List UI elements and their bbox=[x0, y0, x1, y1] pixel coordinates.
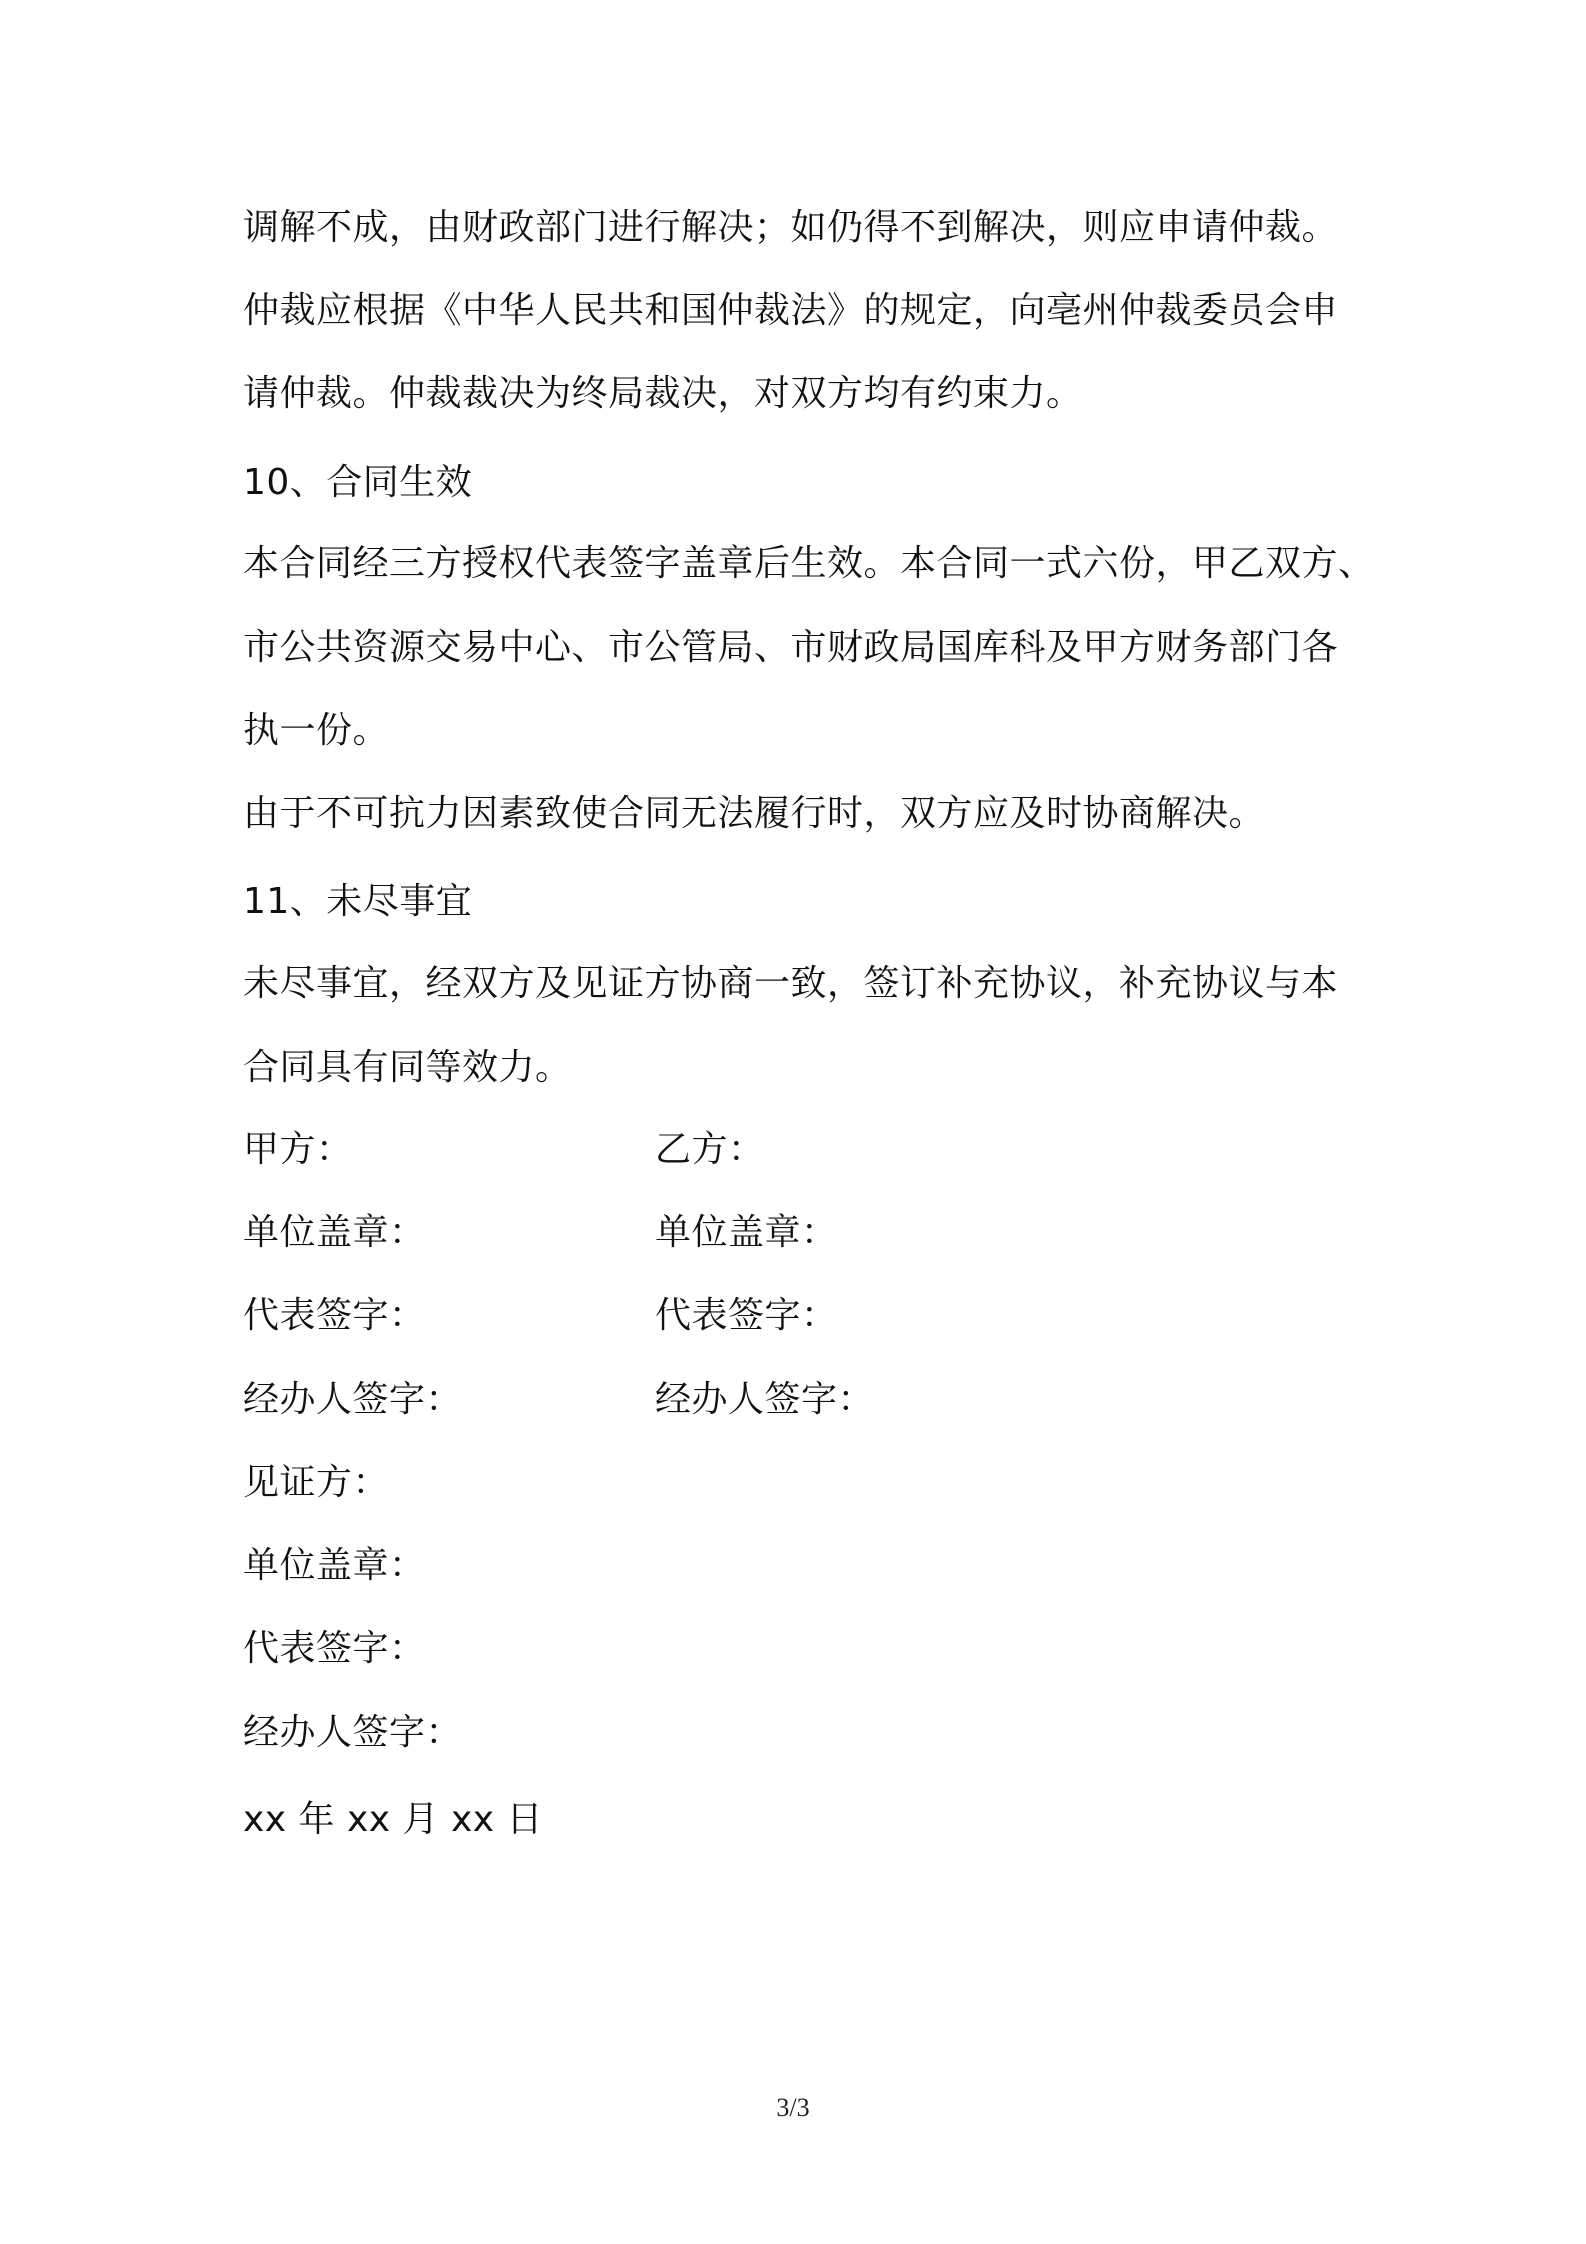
paragraph-supplement-line-1: 未尽事宜，经双方及见证方协商一致，签订补充协议，补充协议与本 bbox=[243, 963, 1339, 1004]
witness-seal-label: 单位盖章： bbox=[243, 1545, 426, 1586]
party-b-label: 乙方： bbox=[655, 1129, 765, 1170]
party-a-handler-label: 经办人签字： bbox=[243, 1379, 463, 1420]
section-10-title: 10、合同生效 bbox=[243, 462, 473, 503]
paragraph-supplement-line-2: 合同具有同等效力。 bbox=[243, 1047, 572, 1088]
section-11-title: 11、未尽事宜 bbox=[243, 881, 473, 922]
party-a-label: 甲方： bbox=[243, 1129, 353, 1170]
party-b-representative-label: 代表签字： bbox=[655, 1295, 838, 1336]
signing-date: xx 年 xx 月 xx 日 bbox=[243, 1799, 544, 1840]
paragraph-effect-line-2: 市公共资源交易中心、市公管局、市财政局国库科及甲方财务部门各 bbox=[243, 627, 1339, 668]
party-b-handler-label: 经办人签字： bbox=[655, 1379, 875, 1420]
paragraph-arbitration-line-2: 仲裁应根据《中华人民共和国仲裁法》的规定，向亳州仲裁委员会申 bbox=[243, 290, 1339, 331]
witness-label: 见证方： bbox=[243, 1462, 390, 1503]
paragraph-arbitration-line-3: 请仲裁。仲裁裁决为终局裁决，对双方均有约束力。 bbox=[243, 373, 1083, 414]
paragraph-force-majeure: 由于不可抗力因素致使合同无法履行时，双方应及时协商解决。 bbox=[243, 793, 1266, 834]
page-number: 3/3 bbox=[776, 2093, 810, 2122]
witness-representative-label: 代表签字： bbox=[243, 1628, 426, 1669]
paragraph-arbitration-line-1: 调解不成，由财政部门进行解决；如仍得不到解决，则应申请仲裁。 bbox=[243, 207, 1339, 248]
paragraph-effect-line-3: 执一份。 bbox=[243, 710, 390, 751]
party-a-representative-label: 代表签字： bbox=[243, 1295, 426, 1336]
party-b-seal-label: 单位盖章： bbox=[655, 1212, 838, 1253]
witness-handler-label: 经办人签字： bbox=[243, 1712, 463, 1753]
party-a-seal-label: 单位盖章： bbox=[243, 1212, 426, 1253]
paragraph-effect-line-1: 本合同经三方授权代表签字盖章后生效。本合同一式六份，甲乙双方、 bbox=[243, 543, 1375, 584]
